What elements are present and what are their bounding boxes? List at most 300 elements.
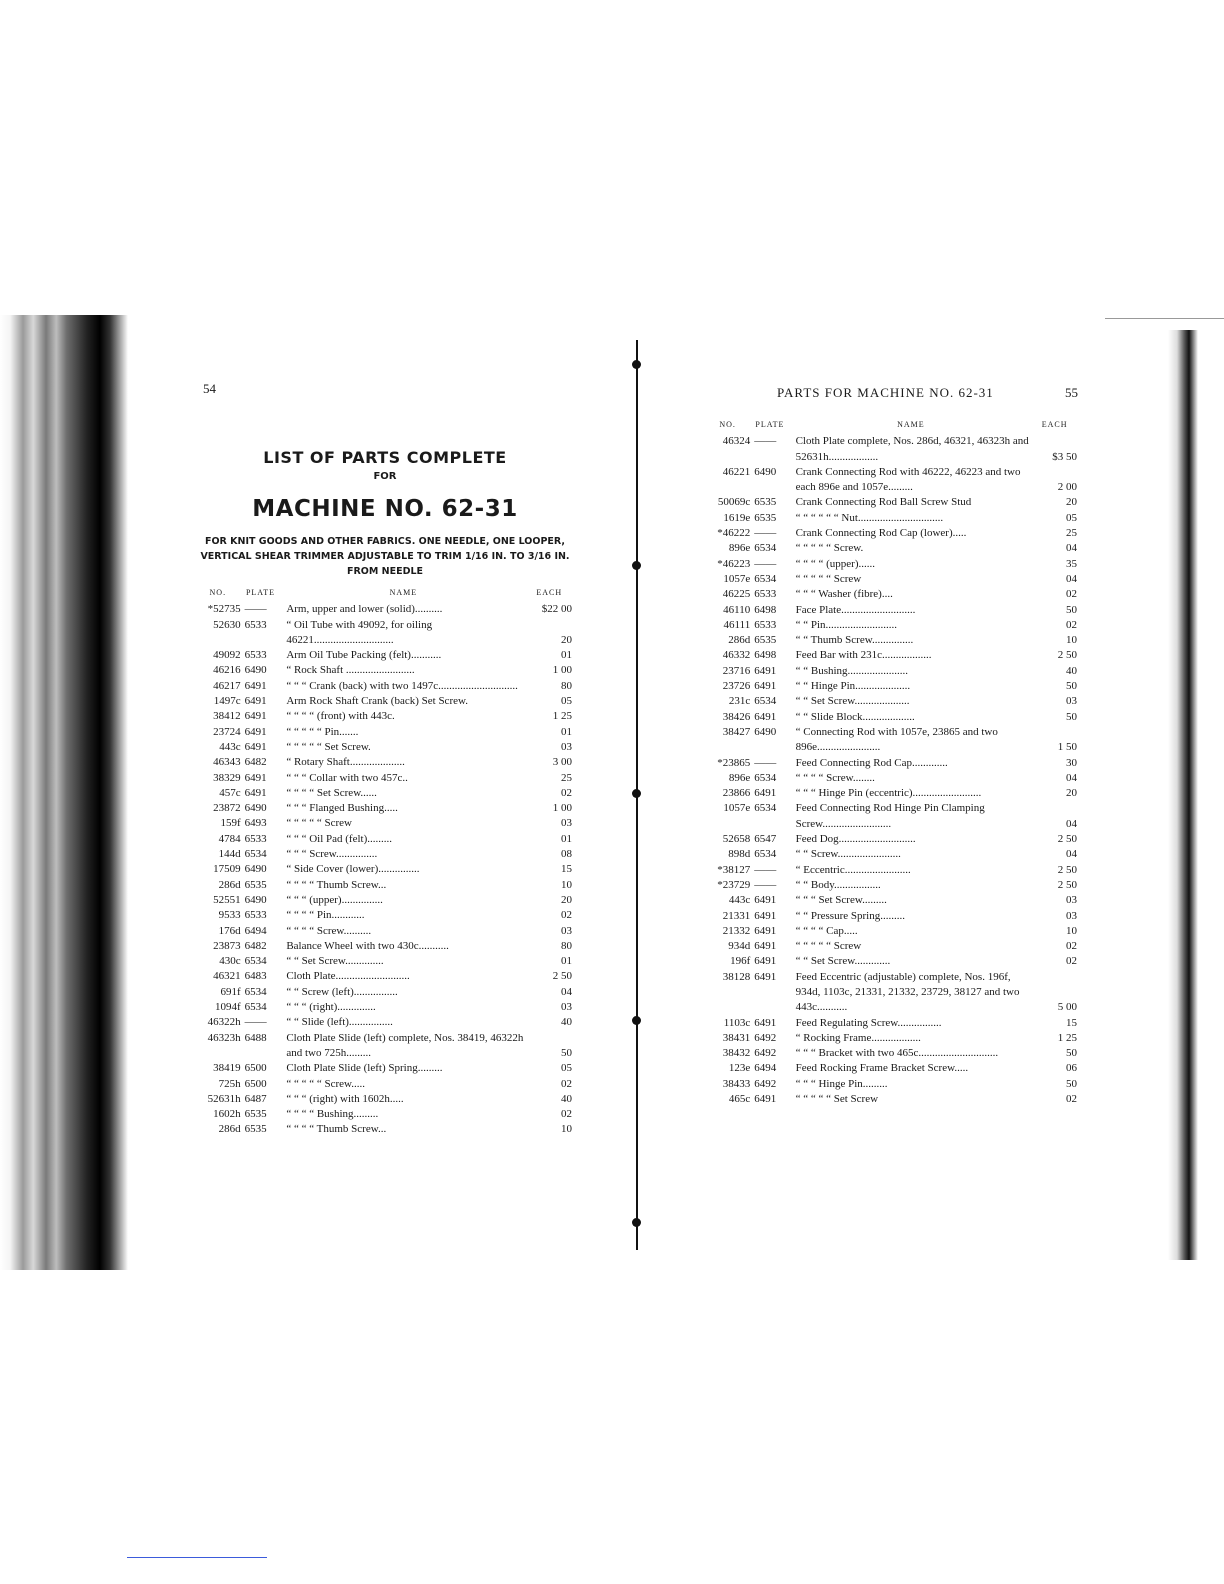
price: 04 xyxy=(1066,572,1077,585)
price: 03 xyxy=(1066,894,1077,907)
header-plate: PLATE xyxy=(755,420,785,429)
price: 20 xyxy=(561,633,572,646)
price: 10 xyxy=(1066,634,1077,647)
plate-number: 6547 xyxy=(754,833,777,846)
part-name: “ “ “ “ Thumb Screw... xyxy=(286,878,387,891)
part-name: Feed Bar with 231c.................. xyxy=(795,649,932,662)
table-row xyxy=(705,526,1077,541)
plate-number: 6490 xyxy=(244,893,267,906)
part-number: 896e xyxy=(728,542,751,555)
price: 25 xyxy=(1066,527,1077,540)
part-name: “ “ “ “ Screw.......... xyxy=(286,924,372,937)
price: 40 xyxy=(561,1092,572,1105)
part-number: 144d xyxy=(218,848,241,861)
plate-number: 6535 xyxy=(754,496,777,509)
plate-number: —— xyxy=(244,603,267,616)
plate-number: 6491 xyxy=(244,710,267,723)
price: 1 25 xyxy=(552,710,572,723)
table-header-row xyxy=(195,585,572,602)
part-name: Feed Connecting Rod Hinge Pin Clamping Screw......................... xyxy=(795,802,985,830)
price: 03 xyxy=(561,1001,572,1014)
plate-number: 6533 xyxy=(754,618,777,631)
part-name: “ “ Slide Block................... xyxy=(795,710,915,723)
part-number: 896e xyxy=(728,771,751,784)
part-name: “ “ “ (right) with 1602h..... xyxy=(286,1092,404,1105)
price: 80 xyxy=(561,679,572,692)
table-row xyxy=(195,1000,572,1015)
part-number: *46223 xyxy=(717,557,751,570)
gutter-mark xyxy=(632,1218,641,1227)
part-number: 46221 xyxy=(722,465,751,478)
plate-number: 6533 xyxy=(244,909,267,922)
part-name: Crank Connecting Rod Cap (lower)..... xyxy=(795,527,967,540)
part-name: Arm, upper and lower (solid).......... xyxy=(286,603,443,616)
part-number: 52551 xyxy=(213,893,241,906)
plate-number: 6534 xyxy=(244,848,267,861)
plate-number: 6491 xyxy=(244,725,267,738)
plate-number: 6491 xyxy=(754,680,777,693)
part-number: 38431 xyxy=(722,1031,751,1044)
part-name: “ “ Thumb Screw............... xyxy=(795,634,914,647)
table-row xyxy=(195,816,572,831)
part-number: 21332 xyxy=(722,924,751,937)
table-row xyxy=(705,954,1077,969)
price: 50 xyxy=(1066,710,1077,723)
part-number: 457c xyxy=(219,786,241,799)
part-name: Feed Connecting Rod Cap............. xyxy=(795,756,948,769)
part-name: “ Oil Tube with 49092, for oiling 46221............................. xyxy=(286,618,433,646)
plate-number: 6490 xyxy=(754,725,777,738)
price: 1 00 xyxy=(552,802,572,815)
part-number: 231c xyxy=(728,695,751,708)
table-row xyxy=(705,847,1077,862)
price: 5 00 xyxy=(1057,1001,1077,1014)
table-row xyxy=(195,1107,572,1122)
part-number: 46110 xyxy=(723,603,751,616)
part-name: “ “ “ Hinge Pin (eccentric)......................... xyxy=(795,787,982,800)
part-number: 38128 xyxy=(722,970,751,983)
plate-number: 6534 xyxy=(754,848,777,861)
part-name: “ “ Body................. xyxy=(795,878,881,891)
table-row xyxy=(195,1031,572,1062)
plate-number: 6491 xyxy=(754,1016,777,1029)
parts-table xyxy=(705,417,1077,1107)
price: 15 xyxy=(1066,1016,1077,1029)
plate-number: 6500 xyxy=(244,1077,267,1090)
part-number: *52735 xyxy=(207,603,241,616)
table-row xyxy=(195,924,572,939)
plate-number: 6498 xyxy=(754,649,777,662)
table-row xyxy=(705,1061,1077,1076)
table-row xyxy=(195,663,572,678)
plate-number: 6492 xyxy=(754,1031,777,1044)
part-name: “ “ “ “ Bushing......... xyxy=(286,1108,379,1121)
price: 50 xyxy=(561,1046,572,1059)
table-row xyxy=(705,1077,1077,1092)
header-plate: PLATE xyxy=(245,588,275,597)
table-row xyxy=(705,618,1077,633)
table-row xyxy=(705,1031,1077,1046)
table-row xyxy=(195,1077,572,1092)
plate-number: 6535 xyxy=(754,634,777,647)
table-row xyxy=(705,1016,1077,1031)
part-number: 38426 xyxy=(722,710,751,723)
part-name: “ “ “ (upper)............... xyxy=(286,893,383,906)
part-name: Cloth Plate complete, Nos. 286d, 46321, 46323h and 52631h.................. xyxy=(795,435,1029,463)
table-row xyxy=(195,832,572,847)
part-number: 1103c xyxy=(723,1016,751,1029)
plate-number: 6492 xyxy=(754,1047,777,1060)
price: 04 xyxy=(1066,848,1077,861)
plate-number: 6490 xyxy=(244,802,267,815)
table-row xyxy=(195,618,572,649)
price: 06 xyxy=(1066,1062,1077,1075)
header-name: NAME xyxy=(389,588,418,597)
part-name: “ “ Hinge Pin.................... xyxy=(795,680,911,693)
plate-number: 6491 xyxy=(754,787,777,800)
price: 10 xyxy=(561,878,572,891)
part-name: “ “ “ “ “ “ Nut............................... xyxy=(795,511,944,524)
title-line-1: LIST OF PARTS COMPLETE xyxy=(263,448,507,467)
price: 03 xyxy=(561,817,572,830)
price: 03 xyxy=(1066,695,1077,708)
table-row xyxy=(705,434,1077,465)
price: 02 xyxy=(1066,618,1077,631)
table-row xyxy=(195,893,572,908)
price: $22 00 xyxy=(541,603,572,616)
price: 05 xyxy=(561,1062,572,1075)
price: 03 xyxy=(561,924,572,937)
table-header-row xyxy=(705,417,1077,434)
table-row xyxy=(705,648,1077,663)
part-name: Arm Oil Tube Packing (felt)........... xyxy=(286,649,442,662)
part-number: 38419 xyxy=(213,1062,241,1075)
part-number: 23726 xyxy=(722,680,751,693)
part-name: Face Plate........................... xyxy=(795,603,916,616)
part-name: “ “ “ “ “ Set Screw. xyxy=(286,740,371,753)
title-block xyxy=(195,448,575,579)
table-row xyxy=(705,786,1077,801)
part-name: Crank Connecting Rod with 46222, 46223 and two each 896e and 1057e......... xyxy=(795,465,1021,494)
plate-number: 6533 xyxy=(244,832,267,845)
plate-number: 6491 xyxy=(754,664,777,677)
part-number: 1094f xyxy=(214,1001,241,1014)
part-number: *38127 xyxy=(717,863,751,876)
part-number: 443c xyxy=(219,740,241,753)
part-number: 21331 xyxy=(722,909,751,922)
table-row xyxy=(195,908,572,923)
part-number: 286d xyxy=(728,634,751,647)
page-number: 54 xyxy=(203,381,216,396)
plate-number: —— xyxy=(754,435,777,448)
table-row xyxy=(705,511,1077,526)
table-row xyxy=(705,495,1077,510)
part-number: 38329 xyxy=(213,771,241,784)
bottom-link-underline xyxy=(127,1557,267,1558)
price: 1 25 xyxy=(1057,1031,1077,1044)
plate-number: 6482 xyxy=(244,756,267,769)
part-number: 17509 xyxy=(213,863,241,876)
price: 2 50 xyxy=(1057,833,1077,846)
table-row xyxy=(705,725,1077,756)
part-number: *23865 xyxy=(717,756,751,769)
machine-subtitle: FOR KNIT GOODS AND OTHER FABRICS. ONE NEEDLE, ONE LOOPER, VERTICAL SHEAR TRIMMER ADJUSTABLE TO TRIM 1/16 IN. TO 3/16 IN. FROM NEEDLE xyxy=(200,536,570,577)
table-row xyxy=(195,648,572,663)
plate-number: 6494 xyxy=(754,1062,777,1075)
part-number: 52631h xyxy=(207,1092,241,1105)
plate-number: —— xyxy=(244,1016,267,1029)
plate-number: 6534 xyxy=(754,771,777,784)
part-number: 286d xyxy=(218,878,241,891)
price: 2 50 xyxy=(1057,878,1077,891)
part-number: 430c xyxy=(219,955,241,968)
plate-number: 6533 xyxy=(244,649,267,662)
plate-number: 6491 xyxy=(754,955,777,968)
part-number: 46322h xyxy=(207,1016,241,1029)
part-name: Feed Eccentric (adjustable) complete, Nos. 196f, 934d, 1103c, 21331, 21332, 23729, 38127 and two 443c........... xyxy=(795,970,1020,1014)
price: 10 xyxy=(561,1123,572,1136)
part-name: “ “ “ “ “ Screw xyxy=(286,817,352,830)
table-row xyxy=(195,801,572,816)
table-row xyxy=(705,970,1077,1016)
plate-number: 6491 xyxy=(754,1093,777,1106)
price: $3 50 xyxy=(1052,450,1077,463)
plate-number: 6491 xyxy=(244,740,267,753)
part-number: 38432 xyxy=(722,1047,751,1060)
table-row xyxy=(705,465,1077,496)
plate-number: 6494 xyxy=(244,924,267,937)
part-name: “ Rock Shaft ......................... xyxy=(286,664,415,677)
part-number: 196f xyxy=(730,955,751,968)
part-number: 46324 xyxy=(722,435,751,448)
part-name: “ “ Pin.......................... xyxy=(795,618,898,631)
price: 02 xyxy=(561,786,572,799)
part-name: “ “ “ Washer (fibre).... xyxy=(795,588,893,601)
table-row xyxy=(195,1061,572,1076)
price: 02 xyxy=(561,909,572,922)
gutter-mark xyxy=(632,789,641,798)
price: 80 xyxy=(561,939,572,952)
plate-number: 6535 xyxy=(754,511,777,524)
part-number: 46343 xyxy=(213,756,241,769)
plate-number: 6535 xyxy=(244,1108,267,1121)
part-name: “ “ Screw (left)................ xyxy=(286,985,398,998)
table-row xyxy=(705,633,1077,648)
part-number: 443c xyxy=(728,894,751,907)
part-name: Cloth Plate Slide (left) Spring......... xyxy=(286,1062,443,1075)
plate-number: 6534 xyxy=(754,572,777,585)
part-number: 38427 xyxy=(722,725,751,738)
part-name: “ “ Set Screw.................... xyxy=(795,695,910,708)
plate-number: 6498 xyxy=(754,603,777,616)
part-number: 49092 xyxy=(213,649,241,662)
part-number: 46321 xyxy=(213,970,241,983)
price: 50 xyxy=(1066,680,1077,693)
price: 03 xyxy=(561,740,572,753)
part-number: 46323h xyxy=(207,1031,241,1044)
price: 04 xyxy=(1066,542,1077,555)
part-name: Feed Rocking Frame Bracket Screw..... xyxy=(795,1062,969,1075)
plate-number: 6491 xyxy=(754,710,777,723)
part-name: “ “ “ “ Cap..... xyxy=(795,924,858,937)
plate-number: 6488 xyxy=(244,1031,267,1044)
table-row xyxy=(705,694,1077,709)
part-number: 123e xyxy=(728,1062,751,1075)
table-row xyxy=(705,756,1077,771)
table-row xyxy=(195,862,572,877)
price: 02 xyxy=(1066,955,1077,968)
header-each: EACH xyxy=(536,588,563,597)
table-row xyxy=(195,755,572,770)
part-number: 1497c xyxy=(213,695,241,708)
machine-title: MACHINE NO. 62-31 xyxy=(252,496,518,522)
part-number: 1057e xyxy=(723,802,751,815)
part-name: “ “ Pressure Spring......... xyxy=(795,909,905,922)
part-name: “ “ Bushing...................... xyxy=(795,664,909,677)
table-row xyxy=(195,771,572,786)
part-number: 159f xyxy=(220,817,241,830)
part-name: “ Connecting Rod with 1057e, 23865 and two 896e....................... xyxy=(795,725,998,754)
header-no: NO. xyxy=(209,588,227,597)
parts-table xyxy=(195,585,572,1138)
part-number: *23729 xyxy=(717,878,751,891)
part-number: 46225 xyxy=(722,588,751,601)
part-name: “ “ “ “ “ Screw xyxy=(795,940,862,953)
part-name: “ “ “ Crank (back) with two 1497c............................. xyxy=(286,679,518,692)
part-number: 38433 xyxy=(722,1077,751,1090)
table-row xyxy=(195,709,572,724)
price: 10 xyxy=(1066,924,1077,937)
table-row xyxy=(195,847,572,862)
plate-number: 6491 xyxy=(754,909,777,922)
table-row xyxy=(705,541,1077,556)
table-row xyxy=(705,710,1077,725)
price: 50 xyxy=(1066,603,1077,616)
part-number: 465c xyxy=(728,1093,751,1106)
table-row xyxy=(705,863,1077,878)
table-row xyxy=(705,893,1077,908)
part-name: “ “ “ Flanged Bushing..... xyxy=(286,802,398,815)
table-row xyxy=(705,878,1077,893)
part-number: 9533 xyxy=(218,909,241,922)
table-row xyxy=(195,1092,572,1107)
plate-number: 6534 xyxy=(244,1001,267,1014)
table-row xyxy=(705,1046,1077,1061)
price: 01 xyxy=(561,649,572,662)
table-row xyxy=(195,725,572,740)
part-name: “ “ “ Hinge Pin......... xyxy=(795,1077,888,1090)
table-row xyxy=(195,740,572,755)
plate-number: 6491 xyxy=(244,786,267,799)
part-number: 46217 xyxy=(213,679,241,692)
table-row xyxy=(195,985,572,1000)
part-name: “ “ “ (right).............. xyxy=(286,1001,376,1014)
price: 50 xyxy=(1066,1047,1077,1060)
plate-number: 6533 xyxy=(244,618,267,631)
book-binding-edge xyxy=(0,315,128,1270)
plate-number: —— xyxy=(754,557,777,570)
plate-number: 6493 xyxy=(244,817,267,830)
table-row xyxy=(195,602,572,617)
part-number: 46111 xyxy=(723,618,751,631)
part-number: 50069c xyxy=(717,496,751,509)
header-name: NAME xyxy=(897,420,925,429)
part-number: 725h xyxy=(218,1077,241,1090)
price: 2 50 xyxy=(552,970,572,983)
plate-number: 6491 xyxy=(244,679,267,692)
price: 2 50 xyxy=(1057,649,1077,662)
price: 02 xyxy=(1066,1093,1077,1106)
price: 15 xyxy=(561,863,572,876)
plate-number: 6534 xyxy=(244,985,267,998)
plate-number: 6535 xyxy=(244,1123,267,1136)
price: 40 xyxy=(561,1016,572,1029)
price: 04 xyxy=(1066,771,1077,784)
part-name: “ “ “ Screw............... xyxy=(286,848,378,861)
price: 25 xyxy=(561,771,572,784)
plate-number: —— xyxy=(754,756,777,769)
part-name: Feed Dog............................ xyxy=(795,833,916,846)
price: 2 50 xyxy=(1057,863,1077,876)
plate-number: 6482 xyxy=(244,939,267,952)
part-name: “ “ “ “ Thumb Screw... xyxy=(286,1123,387,1136)
table-row xyxy=(705,909,1077,924)
part-name: “ “ “ “ “ Screw. xyxy=(795,542,864,555)
table-row xyxy=(195,1122,572,1137)
part-name: “ “ “ Oil Pad (felt)......... xyxy=(286,832,392,845)
price: 1 50 xyxy=(1057,741,1077,754)
price: 50 xyxy=(1066,1077,1077,1090)
table-row xyxy=(195,679,572,694)
part-number: 1619e xyxy=(723,511,751,524)
price: 35 xyxy=(1066,557,1077,570)
page-edge-line xyxy=(1105,318,1224,319)
part-number: 286d xyxy=(218,1123,241,1136)
gutter-mark xyxy=(632,1016,641,1025)
plate-number: 6491 xyxy=(754,924,777,937)
plate-number: 6490 xyxy=(244,664,267,677)
part-number: 23866 xyxy=(722,787,751,800)
part-number: *46222 xyxy=(717,527,751,540)
part-name: “ Eccentric........................ xyxy=(795,863,911,876)
plate-number: 6534 xyxy=(754,695,777,708)
part-name: “ Rocking Frame.................. xyxy=(795,1031,921,1044)
table-row xyxy=(705,572,1077,587)
table-row xyxy=(705,939,1077,954)
table-row xyxy=(195,694,572,709)
part-name: “ “ “ “ “ Pin....... xyxy=(286,725,359,738)
price: 01 xyxy=(561,725,572,738)
part-number: 23716 xyxy=(722,664,751,677)
table-row xyxy=(705,557,1077,572)
price: 40 xyxy=(1066,664,1077,677)
price: 2 00 xyxy=(1057,481,1077,494)
part-name: “ “ “ “ “ Screw..... xyxy=(286,1077,365,1090)
plate-number: 6490 xyxy=(244,863,267,876)
plate-number: 6487 xyxy=(244,1092,267,1105)
part-name: “ Rotary Shaft.................... xyxy=(286,756,405,769)
price: 01 xyxy=(561,832,572,845)
price: 04 xyxy=(1066,817,1077,830)
part-name: “ “ “ Set Screw......... xyxy=(795,894,887,907)
table-row xyxy=(195,878,572,893)
plate-number: 6483 xyxy=(244,970,267,983)
table-row xyxy=(705,664,1077,679)
part-number: 898d xyxy=(728,848,751,861)
gutter-mark xyxy=(632,360,641,369)
plate-number: 6492 xyxy=(754,1077,777,1090)
plate-number: —— xyxy=(754,527,777,540)
